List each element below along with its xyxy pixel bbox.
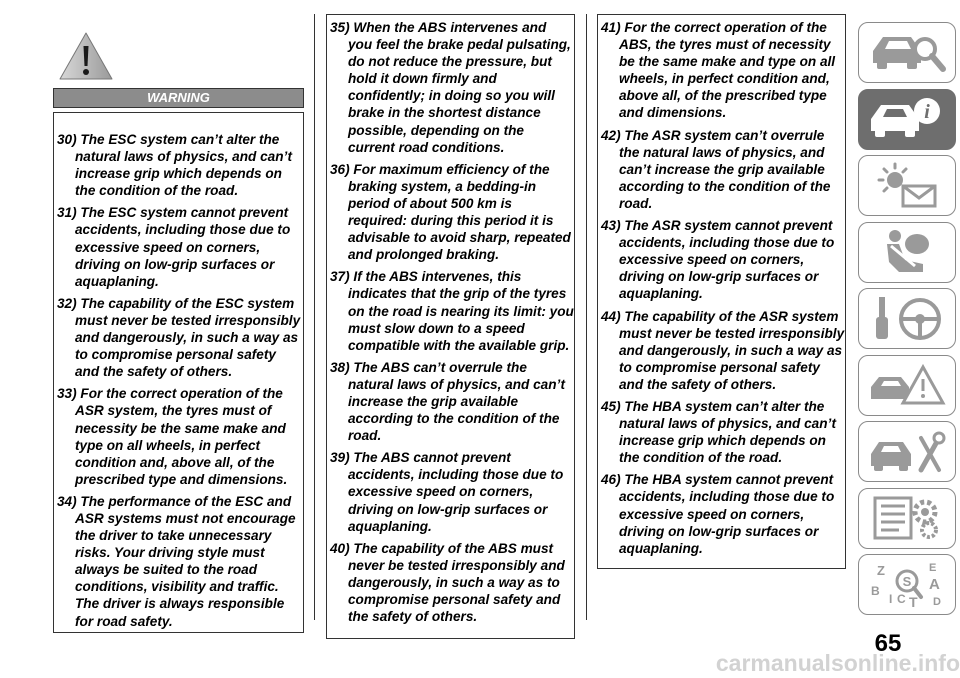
tab-technical-data[interactable]: [858, 488, 956, 549]
tab-car-maintenance[interactable]: [858, 421, 956, 482]
tab-alphabetical-index[interactable]: [858, 554, 956, 615]
svg-text:A: A: [929, 575, 940, 593]
svg-text:C: C: [897, 591, 906, 606]
svg-text:B: B: [871, 583, 880, 598]
svg-text:I: I: [889, 591, 893, 606]
warning-item: 43) The ASR system cannot prevent accidents, including those due to excessive speed on corners, driving on low-grip surfaces or aquaplaning.: [601, 218, 835, 302]
car-search-icon: [865, 27, 949, 79]
warning-item: 36) For maximum efficiency of the braking system, a bedding-in period of about 500 km is required: during this period it is advisable to avoid sharp, repeated and prolonged braking.: [330, 161, 571, 263]
warning-title: WARNING: [53, 88, 304, 108]
svg-text:Z: Z: [877, 562, 885, 578]
warning-list: [54, 113, 303, 630]
car-emergency-icon: [865, 359, 949, 411]
svg-text:E: E: [929, 561, 937, 574]
warning-item: 31) The ESC system cannot prevent accidents, including those due to excessive speed on corners, driving on low-grip surfaces or aquaplaning.: [57, 205, 291, 289]
tab-airbag-seat[interactable]: [858, 222, 956, 283]
tab-key-steering-wheel[interactable]: [858, 288, 956, 349]
watermark: carmanualsonline.info: [715, 650, 960, 676]
warning-item: 42) The ASR system can’t overrule the natural laws of physics, and can’t increase the grip available according to the condition of the road.: [601, 127, 831, 211]
tab-car-info[interactable]: [858, 89, 956, 150]
car-info-icon: [865, 93, 949, 145]
car-maintenance-icon: [865, 426, 949, 478]
svg-text:S: S: [902, 573, 912, 589]
warning-triangle-icon: [58, 30, 114, 82]
warning-item: 30) The ESC system can’t alter the natural laws of physics, and can’t increase grip which depends on the condition of the road.: [57, 132, 293, 199]
warning-item: 35) When the ABS intervenes and you feel the brake pedal pulsating, do not reduce the pressure, but hold it down firmly and confidently; in doing so you will brake in the shortest distance possible, depending on the current road conditions.: [330, 20, 571, 155]
warning-item: 37) If the ABS intervenes, this indicates that the grip of the tyres on the road is nearing its limit: you must slow down to a speed compatible with the available grip.: [330, 269, 574, 353]
warning-box-column-1: [53, 112, 304, 633]
tab-warning-lights[interactable]: [858, 155, 956, 216]
alphabetical-index-icon: [865, 559, 949, 611]
key-steering-wheel-icon: [865, 293, 949, 345]
page-number: 65: [874, 630, 902, 657]
warning-item: 41) For the correct operation of the ABS, the tyres must of necessity be the same make and type on all wheels, in perfect condition and, above all, of the prescribed type and dimensions.: [601, 20, 836, 121]
warning-item: 39) The ABS cannot prevent accidents, including those due to excessive speed on corners, driving on low-grip surfaces or aquaplaning.: [330, 450, 564, 534]
svg-text:T: T: [909, 593, 918, 610]
warning-item: 45) The HBA system can’t alter the natural laws of physics, and can’t increase grip which depends on the condition of the road.: [601, 398, 837, 466]
warning-box-column-2: [326, 14, 575, 639]
warning-item: 44) The capability of the ASR system must never be tested irresponsibly and dangerously, in such a way as to compromise personal safety and the safety of others.: [601, 308, 845, 392]
chapter-tabs: [858, 22, 956, 621]
warning-list: [598, 15, 845, 557]
warning-item: 34) The performance of the ESC and ASR systems must not encourage the driver to take unnecessary risks. Your driving style must always be suited to the road conditions, visibility and traffic. The driver is always responsible for road safety.: [57, 493, 296, 629]
warning-item: 32) The capability of the ESC system must never be tested irresponsibly and dangerously, in such a way as to compromise personal safety and the safety of others.: [57, 295, 301, 380]
warning-box-column-3: [597, 14, 846, 569]
svg-text:i: i: [924, 101, 930, 123]
svg-text:D: D: [933, 595, 941, 608]
tab-car-emergency[interactable]: [858, 355, 956, 416]
airbag-seat-icon: [865, 226, 949, 278]
warning-item: 38) The ABS can’t overrule the natural laws of physics, and can’t increase the grip available according to the condition of the road.: [330, 359, 566, 444]
column-divider: [586, 14, 587, 620]
warning-lights-icon: [865, 160, 949, 212]
warning-item: 33) For the correct operation of the ASR system, the tyres must of necessity be the same make and type on all wheels, in perfect condition and, above all, of the prescribed type and dimensions.: [57, 386, 288, 487]
tab-car-search[interactable]: [858, 22, 956, 83]
warning-list: [327, 15, 574, 625]
warning-item: 40) The capability of the ABS must never be tested irresponsibly and dangerously, in such a way as to compromise personal safety and the safety of others.: [330, 540, 565, 625]
column-divider: [314, 14, 315, 620]
warning-item: 46) The HBA system cannot prevent accidents, including those due to excessive speed on corners, driving on low-grip surfaces or aquaplaning.: [601, 472, 835, 556]
technical-data-icon: [865, 492, 949, 544]
